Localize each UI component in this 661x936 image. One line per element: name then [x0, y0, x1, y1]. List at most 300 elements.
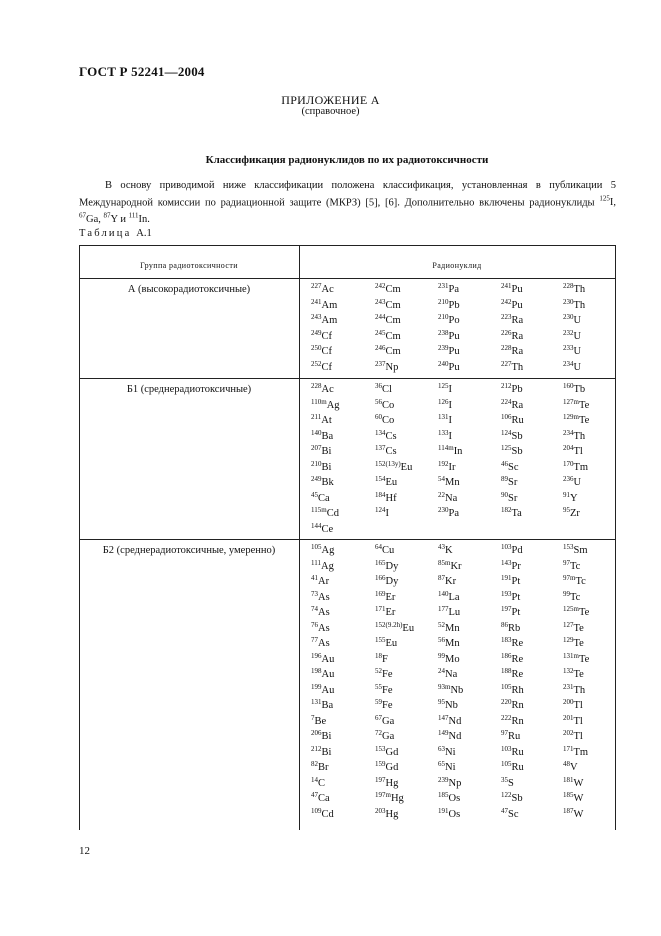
nuclide-cell	[311, 620, 330, 634]
nuclide-mass-number: 140	[311, 428, 322, 437]
nuclide-cell	[501, 477, 517, 488]
nuclide-cell	[311, 297, 338, 311]
nuclide-cell	[563, 669, 584, 680]
nuclide-symbol: Tc	[570, 560, 581, 572]
nuclide-symbol: Sb	[511, 430, 523, 442]
nuclide-symbol: Pd	[511, 545, 523, 556]
nuclide-symbol: S	[508, 777, 514, 789]
nuclide-symbol: Hg	[390, 793, 404, 804]
nuclide-symbol: Be	[314, 715, 327, 727]
table-border-top	[79, 245, 616, 246]
nuclide-symbol: As	[318, 591, 330, 603]
nuclide-cell	[311, 415, 332, 426]
nuclide-mass-number: 131	[438, 413, 449, 421]
nuclide-symbol: Np	[448, 777, 462, 789]
table-row-divider	[79, 539, 616, 540]
nuclide-symbol: Au	[321, 653, 335, 665]
intro-text: В основу приводимой ниже классификации положена классификация, установленная в публикации 5 Международной комиссии по радиационной защите (МКРЗ) [5], [6]. Дополнительно включены радионуклиды	[79, 180, 616, 208]
nuclide-cell	[311, 744, 332, 758]
nuclide-cell	[311, 607, 330, 618]
nuclide-cell	[563, 508, 580, 519]
nuclide-mass-number: 45	[311, 490, 318, 499]
nuclide-cell	[501, 651, 524, 665]
nuclide-symbol: Cd	[326, 508, 339, 519]
nuclide-mass-number: 171	[563, 744, 574, 753]
nuclide-symbol: Cl	[382, 384, 392, 395]
column-header-nuclide: Радионуклид	[432, 261, 482, 270]
nuclide-mass-number: 243	[375, 297, 386, 306]
nuclide-symbol: Th	[573, 684, 586, 696]
nuclide-cell	[375, 446, 397, 457]
nuclide-symbol: Ru	[508, 731, 521, 742]
table-column-divider	[299, 245, 300, 830]
nuclide-cell	[563, 284, 585, 295]
nuclide-mass-number: 220	[501, 698, 512, 706]
nuclide-symbol: F	[382, 653, 388, 665]
nuclide-cell	[563, 713, 583, 727]
nuclide-cell	[438, 700, 458, 711]
nuclide-mass-number: 182	[501, 506, 512, 514]
nuclide-mass-number: 246	[375, 344, 386, 352]
nuclide-cell	[375, 775, 399, 789]
nuclide-mass-number: 140	[438, 589, 449, 598]
table-border-left	[79, 245, 80, 830]
nuclide-mass-number: 105	[501, 760, 512, 768]
nuclide-cell	[501, 620, 521, 634]
nuclide-symbol: Cm	[385, 346, 401, 357]
nuclide-symbol: Ba	[321, 700, 334, 711]
nuclide-symbol: La	[448, 591, 460, 603]
nuclide-symbol: Cs	[385, 446, 397, 457]
group-name: Б1 (среднерадиотоксичные)	[126, 384, 252, 395]
nuclide-symbol: Eu	[402, 622, 415, 634]
nuclide-cell	[375, 576, 398, 587]
nuclide-mass-number: 115m	[311, 506, 327, 514]
nuclide-cell	[311, 477, 334, 488]
nuclide-symbol: Ag	[321, 545, 335, 556]
nuclide-mass-number: 236	[563, 475, 574, 483]
nuclide-cell	[311, 682, 335, 696]
nuclide-cell	[501, 775, 514, 789]
nuclide-cell	[311, 508, 339, 519]
nuclide-cell	[563, 297, 586, 311]
nuclide-cell	[311, 384, 334, 395]
nuclide-symbol: Er	[385, 607, 396, 618]
nuclide-symbol: Bi	[321, 461, 332, 473]
nuclide-symbol: Bk	[321, 477, 334, 488]
nuclide-cell	[375, 415, 394, 426]
nuclide-mass-number: 18	[375, 651, 382, 660]
nuclide-mass-number: 197	[501, 605, 512, 613]
nuclide-mass-number: 249	[311, 328, 322, 337]
nuclide-mass-number: 241	[311, 297, 322, 306]
nuclide-mass-number: 52	[438, 620, 445, 629]
nuclide-cell	[438, 446, 462, 457]
nuclide-symbol: W	[573, 777, 584, 789]
nuclide-symbol: Ra	[511, 399, 524, 411]
nuclide-symbol: Pt	[511, 576, 521, 587]
nuclide-symbol: Sc	[508, 461, 519, 473]
nuclide-cell	[563, 731, 583, 742]
nuclide-mass-number: 109	[311, 806, 322, 815]
nuclide-symbol: Sr	[508, 477, 518, 488]
nuclide-cell	[438, 589, 460, 603]
nuclide-mass-number: 59	[375, 698, 382, 706]
nuclide-mass-number: 230	[563, 313, 574, 321]
nuclide-symbol: At	[321, 415, 332, 426]
nuclide-cell	[375, 315, 401, 326]
nuclide-mass-number: 47	[501, 806, 508, 815]
nuclide-symbol: Cm	[385, 315, 401, 326]
nuclide-mass-number: 152(13y)	[375, 459, 401, 468]
nuclide-symbol: Sb	[511, 446, 523, 457]
nuclide-symbol: Tl	[573, 446, 583, 457]
nuclide-mass-number: 165	[375, 558, 386, 567]
nuclide-symbol: Ru	[511, 415, 524, 426]
nuclide-cell	[375, 589, 396, 603]
nuclide-mass-number: 170	[563, 459, 574, 468]
nuclide-cell	[438, 682, 464, 696]
nuclide-symbol: Pu	[448, 361, 460, 373]
nuclide-symbol: Ga	[382, 731, 395, 742]
nuclide-mass-number: 111	[128, 211, 139, 220]
nuclide-cell	[438, 508, 459, 519]
nuclide-mass-number: 234	[563, 428, 574, 437]
nuclide-cell	[563, 315, 581, 326]
nuclide-cell	[563, 446, 583, 457]
nuclide-symbol: Po	[448, 315, 460, 326]
nuclide-symbol: Ba	[321, 430, 334, 442]
nuclide-symbol: Cf	[321, 330, 332, 342]
nuclide-symbol: Th	[573, 284, 586, 295]
nuclide-mass-number: 73	[311, 589, 318, 598]
nuclide-symbol: Cu	[382, 545, 395, 556]
nuclide-mass-number: 239	[438, 775, 449, 784]
nuclide-cell	[375, 700, 393, 711]
nuclide-mass-number: 89	[501, 475, 508, 483]
nuclide-symbol: Tm	[573, 461, 589, 473]
nuclide-mass-number: 177	[438, 605, 449, 613]
nuclide-symbol: Te	[578, 607, 590, 618]
nuclide-cell	[501, 490, 518, 504]
nuclide-mass-number: 204	[563, 444, 574, 452]
nuclide-symbol: Fe	[382, 669, 393, 680]
nuclide-symbol: Ru	[511, 746, 524, 758]
nuclide-symbol: Sc	[508, 808, 519, 820]
nuclide-cell	[501, 545, 523, 556]
nuclide-mass-number: 242	[501, 297, 512, 306]
nuclide-cell	[375, 284, 401, 295]
nuclide-symbol: Ar	[318, 576, 330, 587]
nuclide-cell	[438, 713, 462, 727]
nuclide-mass-number: 125m	[563, 605, 579, 613]
nuclide-mass-number: 211	[311, 413, 322, 421]
nuclide-cell	[375, 328, 401, 342]
nuclide-cell	[563, 415, 589, 426]
nuclide-mass-number: 166	[375, 574, 386, 582]
nuclide-cell	[438, 359, 460, 373]
nuclide-mass-number: 47	[311, 791, 318, 799]
nuclide-mass-number: 154	[375, 475, 386, 483]
nuclide-symbol: Mn	[445, 477, 460, 488]
nuclide-symbol: Ac	[321, 384, 334, 395]
nuclide-symbol: K	[445, 545, 453, 556]
nuclide-cell	[501, 328, 524, 342]
nuclide-symbol: Ra	[511, 315, 524, 326]
nuclide-mass-number: 124	[375, 506, 386, 514]
nuclide-cell	[438, 297, 460, 311]
nuclide-symbol: Bi	[321, 446, 332, 457]
nuclide-symbol: V	[570, 762, 578, 773]
nuclide-cell	[501, 384, 523, 395]
nuclide-mass-number: 97	[501, 729, 508, 737]
nuclide-cell	[375, 477, 397, 488]
nuclide-mass-number: 72	[375, 729, 382, 737]
page-number: 12	[79, 845, 90, 857]
nuclide-symbol: Eu	[385, 638, 398, 649]
nuclide-cell	[438, 731, 461, 742]
nuclide-mass-number: 185	[563, 791, 574, 799]
nuclide-mass-number: 228	[501, 344, 512, 352]
table-header-divider	[79, 278, 616, 279]
nuclide-symbol: Te	[573, 622, 584, 634]
nuclide-cell	[375, 806, 399, 820]
nuclide-cell	[563, 744, 589, 758]
nuclide-symbol: Y	[570, 492, 578, 504]
nuclide-mass-number: 131m	[563, 651, 579, 660]
nuclide-symbol: Kr	[450, 560, 462, 572]
nuclide-cell	[501, 638, 523, 649]
nuclide-mass-number: 240	[438, 359, 449, 368]
nuclide-mass-number: 126	[438, 397, 449, 406]
nuclide-symbol: Ir	[448, 461, 456, 473]
nuclide-cell	[438, 384, 452, 395]
nuclide-symbol: Bi	[321, 731, 332, 742]
nuclide-cell	[501, 744, 524, 758]
nuclide-cell	[438, 638, 460, 649]
nuclide-mass-number: 91	[563, 490, 570, 499]
nuclide-symbol: Te	[578, 415, 590, 426]
nuclide-mass-number: 185	[438, 791, 449, 799]
nuclide-symbol: Fe	[382, 684, 393, 696]
nuclide-symbol: Cm	[385, 299, 401, 311]
nuclide-cell	[438, 558, 462, 572]
nuclide-symbol: Ca	[318, 492, 330, 504]
nuclide-cell	[563, 459, 589, 473]
nuclide-symbol: Pb	[448, 299, 460, 311]
nuclide-cell	[563, 359, 582, 373]
nuclide-symbol: W	[573, 793, 584, 804]
nuclide-cell	[438, 793, 460, 804]
nuclide-symbol: As	[318, 622, 330, 634]
nuclide-cell	[438, 477, 460, 488]
nuclide-symbol: Re	[511, 669, 524, 680]
nuclide-cell	[375, 744, 399, 758]
nuclide-mass-number: 144	[311, 521, 322, 530]
nuclide-cell	[375, 346, 401, 357]
nuclide-cell	[501, 415, 524, 426]
nuclide-cell	[311, 446, 331, 457]
nuclide-mass-number: 95	[563, 506, 570, 514]
nuclide-symbol: Cf	[321, 361, 332, 373]
nuclide-cell	[563, 477, 581, 488]
nuclide-mass-number: 131	[311, 698, 322, 706]
nuclide-mass-number: 35	[501, 775, 508, 784]
nuclide-mass-number: 210	[438, 297, 449, 306]
nuclide-mass-number: 149	[438, 729, 449, 737]
nuclide-cell	[563, 651, 590, 665]
nuclide-symbol: U	[573, 477, 582, 488]
nuclide-symbol: I	[448, 384, 452, 395]
nuclide-mass-number: 238	[438, 328, 449, 337]
nuclide-mass-number: 43	[438, 543, 445, 551]
nuclide-symbol: Cm	[385, 330, 401, 342]
nuclide-cell	[311, 558, 334, 572]
nuclide-symbol: Br	[318, 762, 329, 773]
nuclide-mass-number: 22	[438, 490, 445, 499]
nuclide-cell	[563, 576, 586, 587]
nuclide-cell	[501, 315, 523, 326]
nuclide-symbol: Pu	[511, 284, 523, 295]
nuclide-mass-number: 231	[438, 282, 449, 290]
nuclide-mass-number: 63	[438, 744, 445, 753]
nuclide-symbol: Ce	[321, 523, 334, 535]
nuclide-cell	[563, 346, 581, 357]
nuclide-mass-number: 212	[311, 744, 322, 753]
group-name: Б2 (среднерадиотоксичные, умеренно)	[102, 545, 276, 556]
column-header-group: Группа радиотоксичности	[140, 261, 238, 270]
nuclide-mass-number: 54	[438, 475, 445, 483]
nuclide-symbol: U	[573, 361, 582, 373]
nuclide-cell	[501, 359, 524, 373]
table-caption-label: Таблица	[79, 228, 132, 239]
nuclide-cell	[375, 558, 399, 572]
nuclide-symbol: In	[453, 446, 463, 457]
nuclide-symbol: Re	[511, 653, 524, 665]
nuclide-symbol: I	[448, 399, 452, 411]
nuclide-mass-number: 93m	[438, 682, 451, 691]
nuclide-symbol: Gd	[385, 762, 399, 773]
nuclide-mass-number: 193	[501, 589, 512, 598]
nuclide-cell	[311, 545, 334, 556]
nuclide-mass-number: 14	[311, 775, 318, 784]
nuclide-mass-number: 36	[375, 382, 382, 390]
nuclide-mass-number: 147	[438, 713, 449, 722]
nuclide-mass-number: 169	[375, 589, 386, 598]
nuclide-cell	[311, 284, 334, 295]
nuclide-cell	[501, 682, 524, 696]
nuclide-mass-number: 241	[501, 282, 512, 290]
nuclide-mass-number: 206	[311, 729, 322, 737]
nuclide-mass-number: 67	[375, 713, 382, 722]
nuclide-symbol: Cf	[321, 346, 332, 357]
nuclide-cell	[563, 682, 586, 696]
nuclide-cell	[438, 607, 460, 618]
nuclide-symbol: Te	[573, 638, 584, 649]
nuclide-cell	[311, 328, 332, 342]
nuclide-mass-number: 198	[311, 667, 322, 675]
nuclide-symbol: Bi	[321, 746, 332, 758]
nuclide-cell	[311, 669, 334, 680]
nuclide-mass-number: 85m	[438, 558, 451, 567]
nuclide-mass-number: 192	[438, 459, 449, 468]
nuclide-cell	[501, 700, 524, 711]
nuclide-cell	[438, 545, 453, 556]
nuclide-symbol: Pt	[511, 591, 521, 603]
nuclide-symbol: Os	[448, 808, 461, 820]
nuclide-symbol: Ag	[320, 560, 334, 572]
nuclide-mass-number: 76	[311, 620, 318, 629]
nuclide-cell	[438, 806, 461, 820]
nuclide-symbol: Ac	[321, 284, 334, 295]
nuclide-symbol: Os	[448, 793, 461, 804]
nuclide-symbol: Pr	[511, 560, 521, 572]
nuclide-mass-number: 181	[563, 775, 574, 784]
nuclide-mass-number: 56	[375, 397, 382, 406]
nuclide-cell	[563, 607, 589, 618]
nuclide-mass-number: 197	[375, 775, 386, 784]
nuclide-cell	[501, 589, 521, 603]
nuclide-symbol: U	[573, 315, 582, 326]
nuclide-cell	[438, 775, 462, 789]
nuclide-cell	[563, 806, 584, 820]
nuclide-symbol: Eu	[385, 477, 398, 488]
nuclide-cell	[375, 651, 388, 665]
nuclide-symbol: I	[448, 430, 452, 442]
nuclide-mass-number: 237	[375, 359, 386, 368]
nuclide-mass-number: 234	[563, 359, 574, 368]
nuclide-mass-number: 191	[438, 806, 449, 815]
nuclide-symbol: Au	[321, 684, 335, 696]
nuclide-mass-number: 228	[563, 282, 574, 290]
nuclide-mass-number: 7	[311, 713, 315, 722]
nuclide-mass-number: 125	[501, 444, 512, 452]
nuclide-symbol: I	[448, 415, 452, 426]
nuclide-mass-number: 103	[501, 744, 512, 753]
nuclide-mass-number: 232	[563, 328, 574, 337]
nuclide-cell	[438, 651, 460, 665]
nuclide-cell	[375, 508, 389, 519]
nuclide-cell	[501, 793, 523, 804]
nuclide-cell	[563, 762, 578, 773]
nuclide-cell	[375, 713, 395, 727]
nuclide-cell	[563, 638, 584, 649]
nuclide-cell	[563, 490, 578, 504]
nuclide-cell	[375, 669, 393, 680]
nuclide-cell	[501, 806, 519, 820]
nuclide-symbol: Ra	[511, 346, 524, 357]
nuclide-mass-number: 87	[438, 574, 445, 582]
intro-paragraph	[79, 179, 616, 227]
nuclide-mass-number: 125	[599, 194, 610, 203]
nuclide-symbol: Pu	[448, 330, 460, 342]
nuclide-symbol: Pb	[511, 384, 523, 395]
nuclide-cell	[375, 762, 398, 773]
nuclide-cell	[375, 638, 397, 649]
nuclide-mass-number: 24	[438, 667, 445, 675]
nuclide-symbol: Nd	[448, 715, 462, 727]
nuclide-mass-number: 82	[311, 760, 318, 768]
nuclide-cell	[311, 762, 329, 773]
intro-extra-nuclides: $^{125}$I, $^{67}$Ga, $^{87}$Y и $^{111}$In.	[79, 194, 617, 225]
nuclide-cell	[501, 446, 523, 457]
nuclide-mass-number: 226	[501, 328, 512, 337]
nuclide-mass-number: 243	[311, 313, 322, 321]
nuclide-symbol: Ni	[445, 762, 456, 773]
nuclide-mass-number: 199	[311, 682, 322, 691]
nuclide-cell	[311, 651, 335, 665]
nuclide-cell	[311, 638, 330, 649]
